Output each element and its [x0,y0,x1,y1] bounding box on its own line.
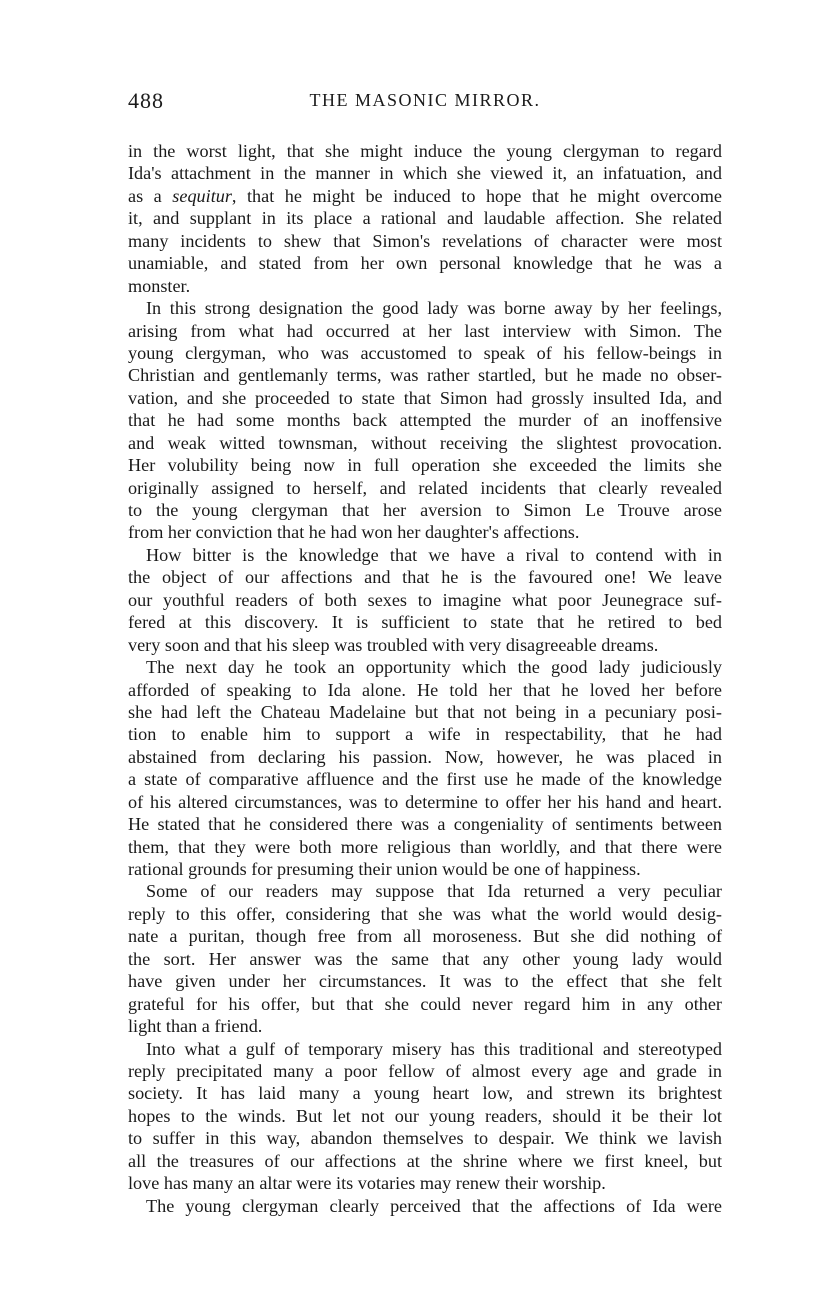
text-line: a state of comparative affluence and the first use he made of the knowledge [128,769,722,790]
text-line: of his altered circumstances, was to determine to offer her his hand and heart. [128,791,722,812]
text-line: young clergyman, who was accustomed to speak of his fellow-beings in [128,342,722,363]
text-line: Christian and gentlemanly terms, was rather startled, but he made no obser- [128,365,722,386]
text-line: hopes to the winds. But let not our young readers, should it be their lot [128,1105,722,1126]
text-line: them, that they were both more religious than worldly, and that there were [128,836,722,857]
text-line: reply to this offer, considering that she was what the world would desig- [128,903,722,924]
page-number: 488 [128,88,164,113]
text-line: to suffer in this way, abandon themselves to despair. We think we lavish [128,1128,722,1149]
text-line: the object of our affections and that he is the favoured one! We leave [128,567,722,588]
text-line: Her volubility being now in full operation she exceeded the limits she [128,455,722,476]
text-line: in the worst light, that she might induce the young clergyman to regard [128,141,722,161]
text-line: society. It has laid many a young heart low, and strewn its brightest [128,1083,722,1104]
text-line: to the young clergyman that her aversion to Simon Le Trouve arose [128,500,722,520]
text-line: many incidents to shew that Simon's revelations of character were most [128,230,722,251]
text-line: our youthful readers of both sexes to imagine what poor Jeunegrace suf- [128,589,722,610]
text-line: grateful for his offer, but that she could never regard him in any other [128,993,722,1014]
text-line: The next day he took an opportunity which the good lady judiciously [146,657,722,678]
text-line: rational grounds for presuming their union would be one of happiness. [128,859,641,879]
text-line: from her conviction that he had won her daughter's affections. [128,522,580,543]
text-line: afforded of speaking to Ida alone. He told her that he loved her before [128,679,722,700]
text-line: fered at this discovery. It is sufficient to state that he retired to bed [128,612,722,633]
italic-word: sequitur [172,185,232,206]
text-line: vation, and she proceeded to state that Simon had grossly insulted Ida, and [128,387,722,408]
text-line: Ida's attachment in the manner in which she viewed it, an infatuation, and [128,163,722,184]
text-line: as a sequitur, that he might be induced to hope that he might overcome [128,185,722,206]
text-line: How bitter is the knowledge that we have a rival to contend with in [146,544,722,565]
text-line: He stated that he considered there was a congeniality of sentiments between [128,814,722,835]
text-line: abstained from declaring his passion. Now, however, he was placed in [128,746,722,767]
text-line: light than a friend. [128,1016,263,1037]
text-line: unamiable, and stated from her own personal knowledge that he was a [128,253,722,274]
text-line: reply precipitated many a poor fellow of almost every age and grade in [128,1060,722,1081]
text-line: tion to enable him to support a wife in respectability, that he had [128,724,722,745]
text-line: In this strong designation the good lady was borne away by her feelings, [146,298,722,319]
text-line: nate a puritan, though free from all moroseness. But she did nothing of [128,926,722,947]
text-line: very soon and that his sleep was troubled with very disagreeable dreams. [128,634,659,655]
text-line: originally assigned to herself, and related incidents that clearly revealed [128,477,722,498]
text-line: and weak witted townsman, without receiving the slightest provocation. [128,432,722,453]
text-line: have given under her circumstances. It was to the effect that she felt [128,971,722,992]
text-line: The young clergyman clearly perceived that the affections of Ida were [146,1195,722,1216]
text-line: monster. [128,275,191,296]
page-header [128,88,722,118]
text-line: Some of our readers may suppose that Ida returned a very peculiar [146,881,722,902]
running-head: THE MASONIC MIRROR. [309,90,541,110]
text-line: love has many an altar were its votaries may renew their worship. [128,1173,606,1194]
book-page [128,88,722,1217]
text-line: arising from what had occurred at her last interview with Simon. The [128,320,722,341]
body-text [128,140,722,1217]
text-line: all the treasures of our affections at the shrine where we first kneel, but [128,1150,722,1171]
text-line: the sort. Her answer was the same that any other young lady would [128,948,722,969]
text-line: Into what a gulf of temporary misery has this traditional and stereotyped [146,1038,722,1059]
text-line: it, and supplant in its place a rational and laudable affection. She related [128,208,722,229]
text-line: she had left the Chateau Madelaine but that not being in a pecuniary posi- [128,701,722,722]
text-line: that he had some months back attempted the murder of an inoffensive [128,410,722,431]
